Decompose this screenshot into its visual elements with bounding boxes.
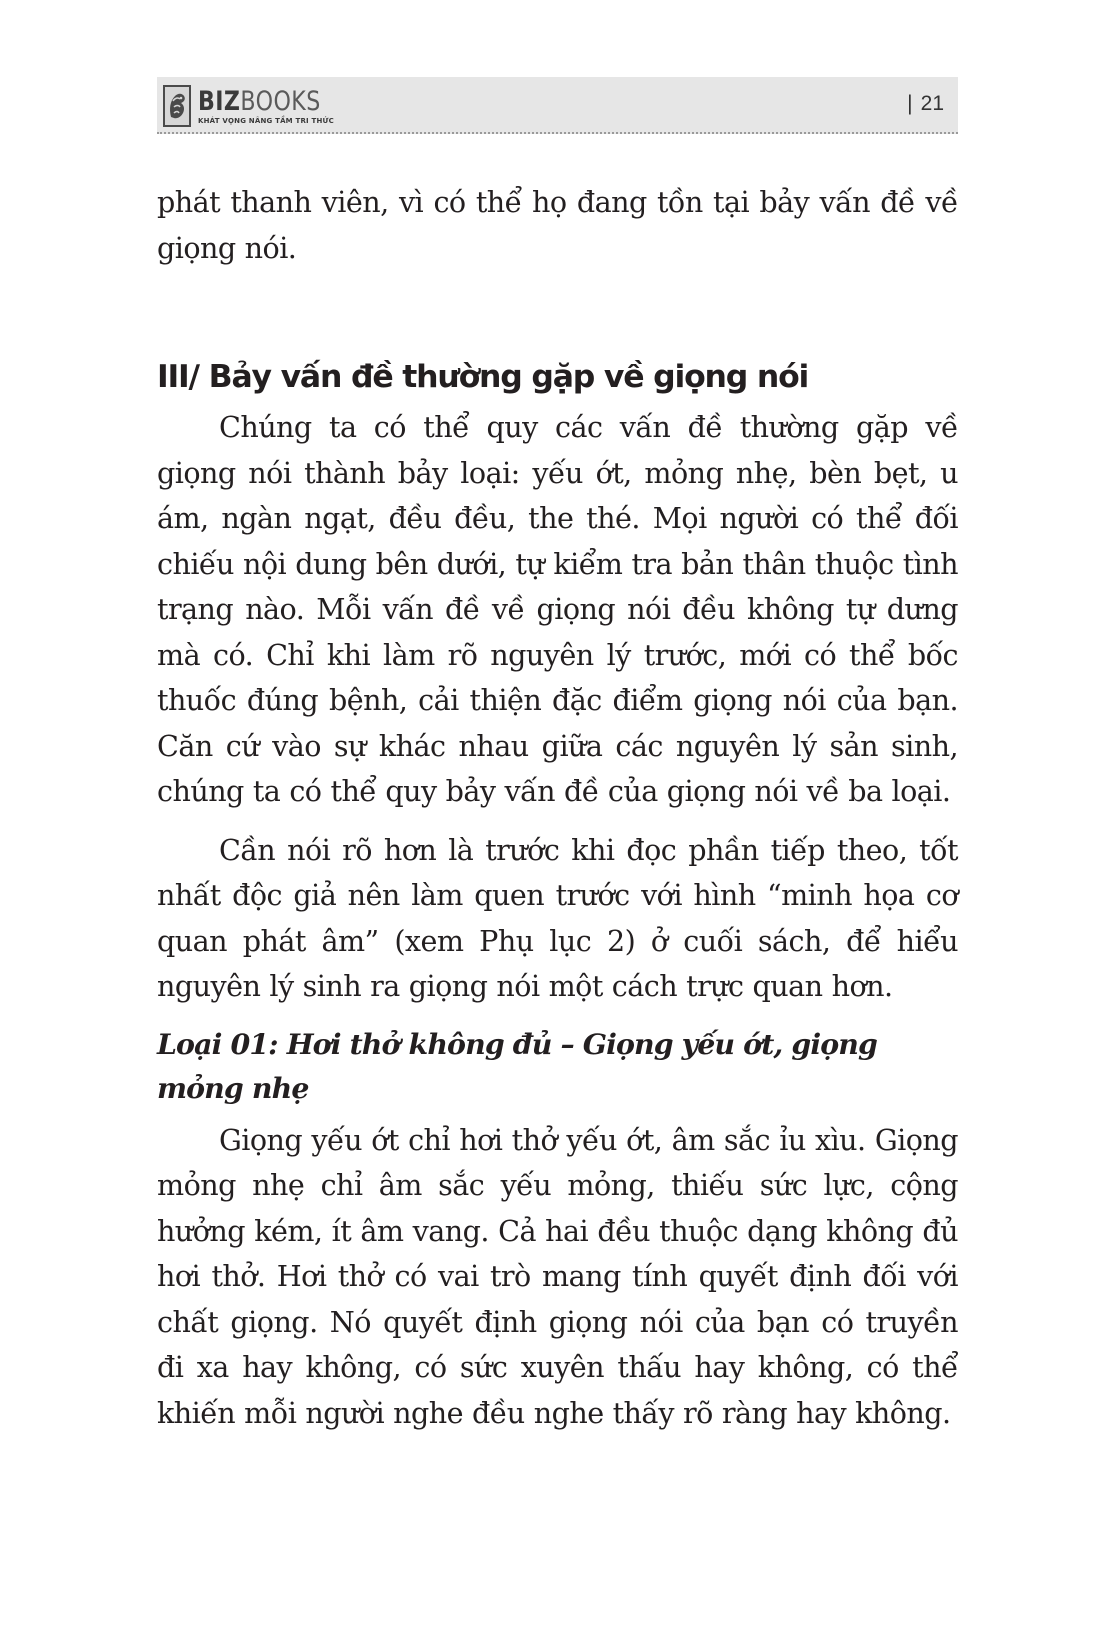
- page-body: [157, 180, 958, 1436]
- paragraph-3: Giọng yếu ớt chỉ hơi thở yếu ớt, âm sắc ỉu xìu. Giọng mỏng nhẹ chỉ âm sắc yếu mỏng, thiếu sức lực, cộng hưởng kém, ít âm vang. Cả hai đều thuộc dạng không đủ hơi thở. Hơi thở có vai trò mang tính quyết định đối với chất giọng. Nó quyết định giọng nói của bạn có truyền đi xa hay không, có sức xuyên thấu hay không, có thể khiến mỗi người nghe đều nghe thấy rõ ràng hay không.: [157, 1122, 958, 1430]
- page-number-separator: |: [907, 92, 913, 115]
- page-number-value: 21: [920, 92, 944, 115]
- page-number: [907, 92, 944, 116]
- subsection-heading: Loại 01: Hơi thở không đủ – Giọng yếu ớt, giọng mỏng nhẹ: [157, 1026, 877, 1105]
- paragraph-2: Cần nói rõ hơn là trước khi đọc phần tiếp theo, tốt nhất độc giả nên làm quen trước với hình “minh họa cơ quan phát âm” (xem Phụ lục 2) ở cuối sách, để hiểu nguyên lý sinh ra giọng nói một cách trực quan hơn.: [157, 832, 958, 1003]
- logo-text: [198, 85, 348, 125]
- logo-brand-light: BOOKS: [240, 85, 321, 117]
- publisher-logo: [163, 83, 348, 129]
- paragraph-1: Chúng ta có thể quy các vấn đề thường gặp về giọng nói thành bảy loại: yếu ớt, mỏng nhẹ, bèn bẹt, u ám, ngàn ngạt, đều đều, the thé. Mọi người có thể đối chiếu nội dung bên dưới, tự kiểm tra bản thân thuộc tình trạng nào. Mỗi vấn đề về giọng nói đều không tự dưng mà có. Chỉ khi làm rõ nguyên lý trước, mới có thể bốc thuốc đúng bệnh, cải thiện đặc điểm giọng nói của bạn. Căn cứ vào sự khác nhau giữa các nguyên lý sản sinh, chúng ta có thể quy bảy vấn đề của giọng nói về ba loại.: [157, 410, 958, 808]
- lion-emblem-icon: [163, 85, 191, 127]
- paragraph-gap: [157, 815, 958, 828]
- running-header: [157, 77, 958, 134]
- logo-tagline: KHÁT VỌNG NÂNG TẦM TRI THỨC: [198, 116, 334, 125]
- section-heading: III/ Bảy vấn đề thường gặp về giọng nói: [157, 359, 809, 395]
- logo-wordmark: [198, 85, 321, 117]
- paragraph-continued: phát thanh viên, vì có thể họ đang tồn tại bảy vấn đề về giọng nói.: [157, 185, 958, 265]
- logo-brand: BIZ: [198, 85, 241, 117]
